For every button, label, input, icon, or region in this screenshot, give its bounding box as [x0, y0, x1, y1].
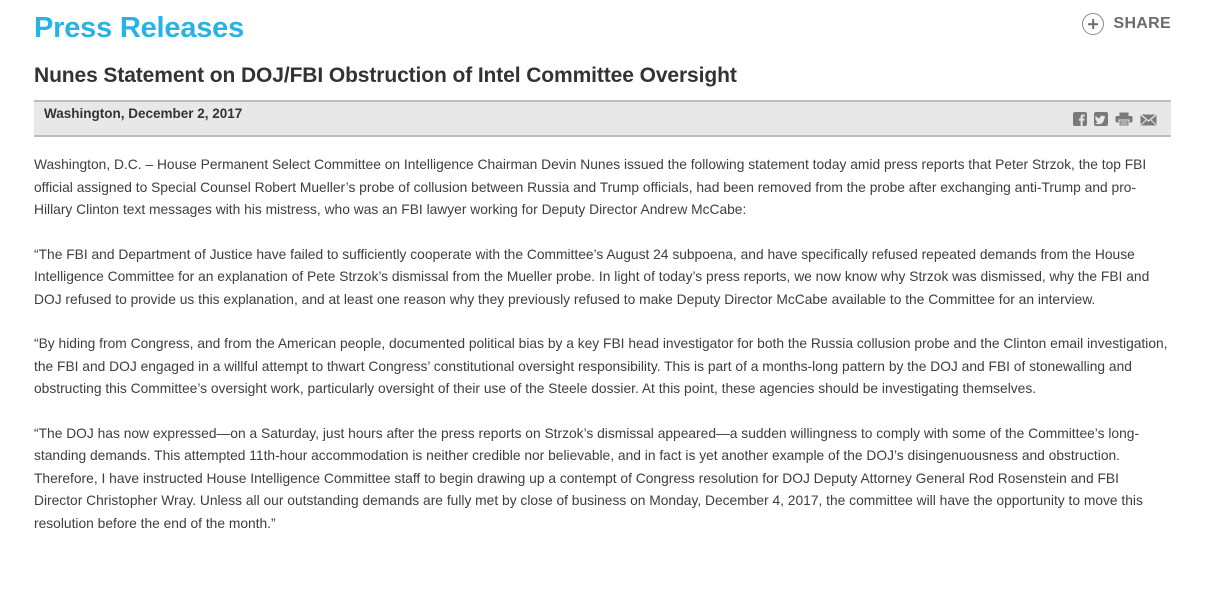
body-paragraph: “The DOJ has now expressed—on a Saturday, just hours after the press reports on Strzok’s dismissal appeared—a sudden willingness to comply with some of the Committee’s long-standing demands. This attempted 11th-hour accommodation is neither credible nor believable, and in fact is yet another example of the DOJ’s disingenuousness and obstruction. Therefore, I have instructed House Intelligence Committee staff to begin drawing up a contempt of Congress resolution for DOJ Deputy Attorney General Rod Rosenstein and FBI Director Christopher Wray. Unless all our outstanding demands are fully met by close of business on Monday, December 4, 2017, the committee will have the opportunity to move this resolution before the end of the month.” — [34, 425, 1143, 531]
article-headline: Nunes Statement on DOJ/FBI Obstruction of Intel Committee Oversight — [34, 64, 737, 87]
share-button[interactable] — [1082, 13, 1171, 35]
twitter-icon[interactable] — [1094, 112, 1108, 131]
facebook-icon[interactable] — [1073, 112, 1087, 131]
body-paragraph: Washington, D.C. – House Permanent Select Committee on Intelligence Chairman Devin Nunes issued the following statement today amid press reports that Peter Strzok, the top FBI official assigned to Special Counsel Robert Mueller’s probe of collusion between Russia and Trump officials, had been removed from the probe after exchanging anti-Trump and pro-Hillary Clinton text messages with his mistress, who was an FBI lawyer working for Deputy Director Andrew McCabe: — [34, 157, 1147, 217]
share-label: SHARE — [1113, 15, 1171, 32]
email-icon[interactable] — [1140, 113, 1157, 131]
dateline: Washington, December 2, 2017 — [44, 106, 243, 121]
dateline-bar — [34, 100, 1171, 137]
print-icon[interactable] — [1115, 112, 1133, 131]
section-title: Press Releases — [34, 12, 245, 44]
body-paragraph: “By hiding from Congress, and from the American people, documented political bias by a key FBI head investigator for both the Russia collusion probe and the Clinton email investigation, the FBI and DOJ engaged in a willful attempt to thwart Congress’ constitutional oversight responsibility. This is part of a months-long pattern by the DOJ and FBI of stonewalling and obstructing this Committee’s oversight work, particularly oversight of their use of the Steele dossier. At this point, these agencies should be investigating themselves. — [34, 336, 1168, 396]
body-paragraph: “The FBI and Department of Justice have failed to sufficiently cooperate with the Committee’s August 24 subpoena, and have specifically refused repeated demands from the House Intelligence Committee for an explanation of Pete Strzok’s dismissal from the Mueller probe. In light of today’s press reports, we now know why Strzok was dismissed, why the FBI and DOJ refused to provide us this explanation, and at least one reason why they previously refused to make Deputy Director McCabe available to the Committee for an interview. — [34, 246, 1150, 307]
article-body — [34, 154, 1171, 557]
plus-circle-icon — [1082, 13, 1104, 35]
article-tools — [1073, 112, 1157, 131]
